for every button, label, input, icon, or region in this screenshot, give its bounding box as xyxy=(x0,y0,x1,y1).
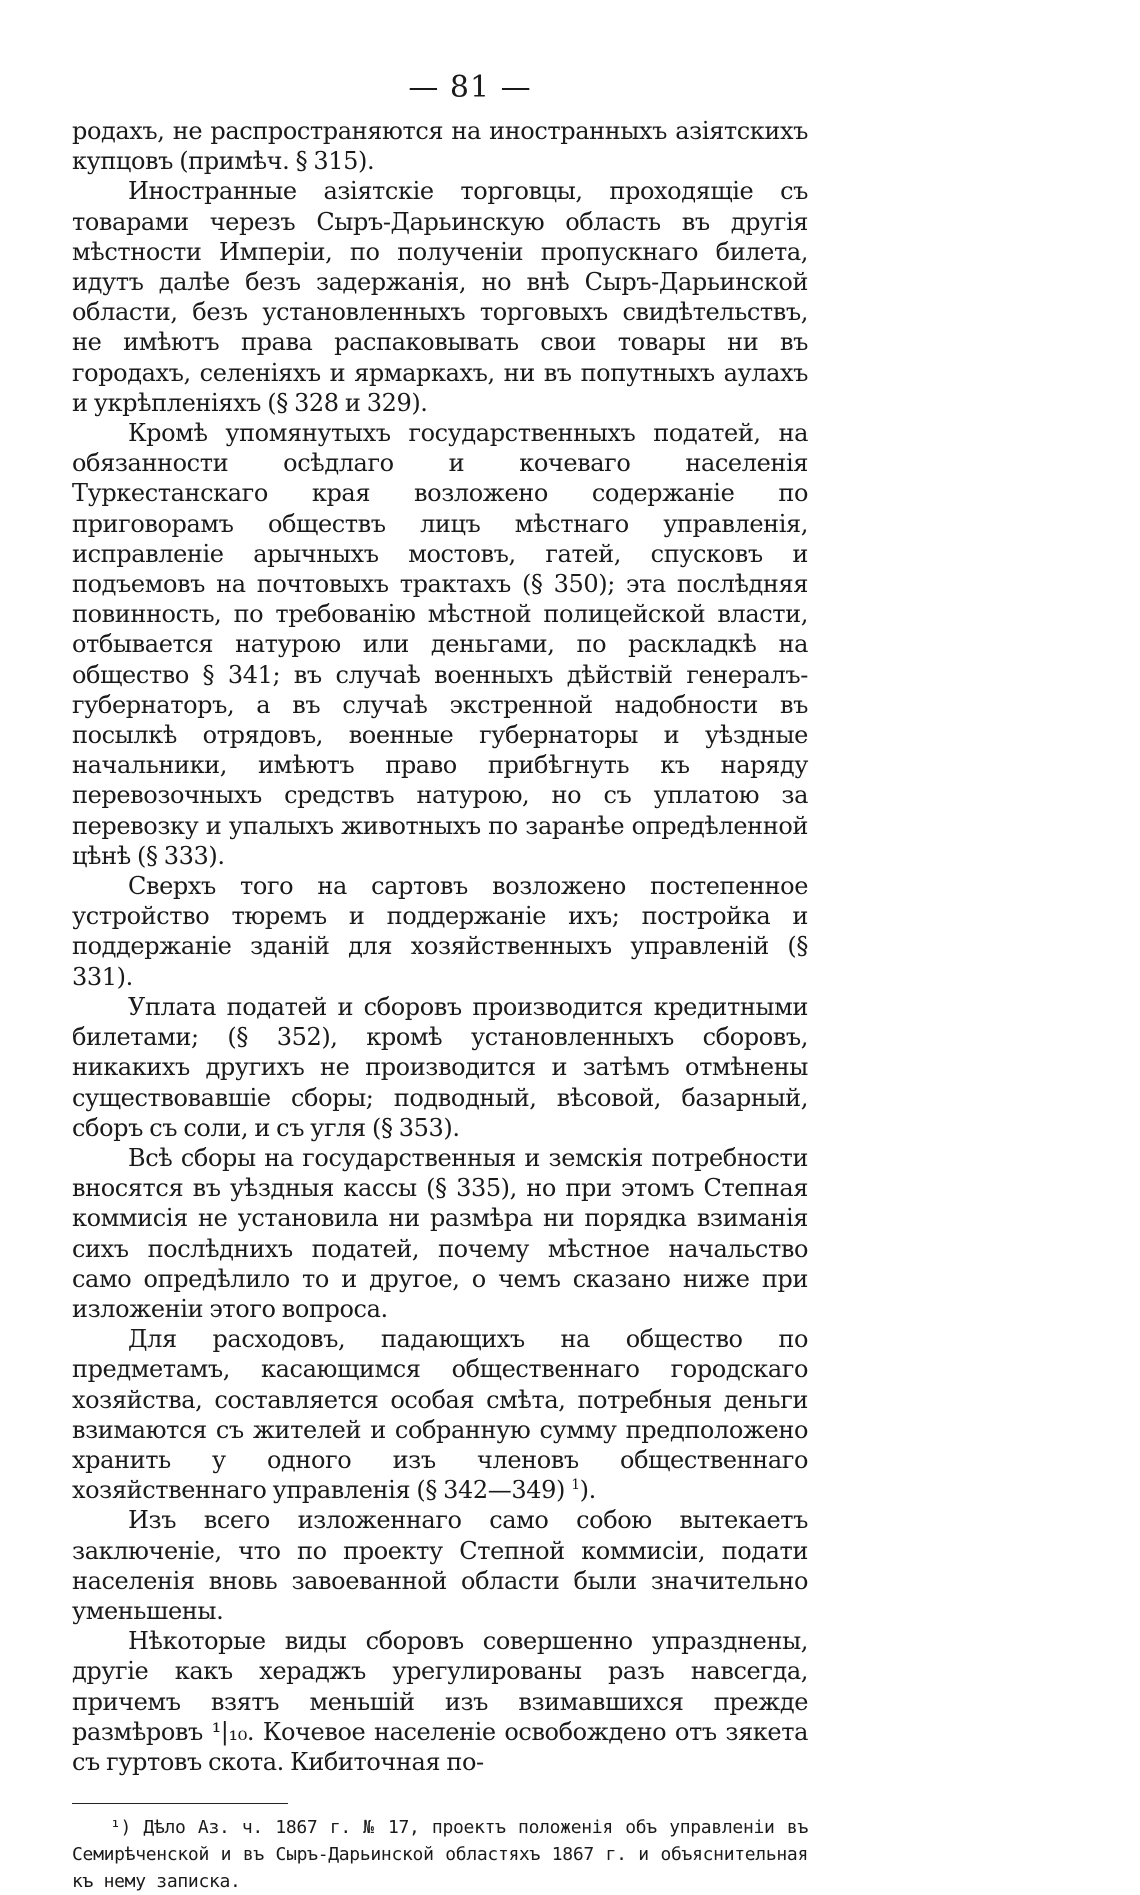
paragraph-6: Всѣ сборы на государственныя и земскія потребности вносятся въ уѣздныя кассы (§ 335), но при этомъ Степная коммисія не установила ни размѣра ни порядка взиманія сихъ послѣднихъ податей, почему мѣстное начальство само опредѣлило то и другое, о чемъ сказано ниже при изложеніи этого вопроса. xyxy=(72,1143,808,1323)
paragraph-1: родахъ, не распространяются на иностранныхъ азіятскихъ купцовъ (примѣч. § 315). xyxy=(72,117,808,176)
paragraph-4: Сверхъ того на сартовъ возложено постепенное устройство тюремъ и поддержаніе ихъ; постройка и поддержаніе зданій для хозяйственныхъ управленій (§ 331). xyxy=(72,872,808,991)
paragraph-3: Кромѣ упомянутыхъ государственныхъ податей, на обязанности осѣдлаго и кочеваго населенія Туркестанскаго края возложено содержаніе по приговорамъ обществъ лицъ мѣстнаго управленія, исправленіе арычныхъ мостовъ, гатей, спусковъ и подъемовъ на почтовыхъ трактахъ (§ 350); эта послѣдняя повинность, по требованію мѣстной полицейской власти, отбывается натурою или деньгами, по раскладкѣ на общество § 341; въ случаѣ военныхъ дѣйствій генералъ-губернаторъ, а въ случаѣ экстренной надобности въ посылкѣ отрядовъ, военные губернаторы и уѣздные начальники, имѣютъ право прибѣгнуть къ наряду перевозочныхъ средствъ натурою, но съ уплатою за перевозку и упалыхъ животныхъ по заранѣе опредѣленной цѣнѣ (§ 333). xyxy=(72,419,808,870)
paragraph-7-text: Для расходовъ, падающихъ на общество по предметамъ, касающимся общественнаго городскаго хозяйства, составляется особая смѣта, потребныя деньги взимаются съ жителей и собранную сумму предположено хранить у одного изъ членовъ общественнаго хозяйственнаго управленія (§ 342—349) xyxy=(72,1325,808,1505)
paragraph-2: Иностранные азіятскіе торговцы, проходящіе съ товарами черезъ Сыръ-Дарьинскую область въ другія мѣстности Имперіи, по полученіи пропускнаго билета, идутъ далѣе безъ задержанія, но внѣ Сыръ-Дарьинской области, безъ установленныхъ торговыхъ свидѣтельствъ, не имѣютъ права распаковывать свои товары ни въ городахъ, селеніяхъ и ярмаркахъ, ни въ попутныхъ аулахъ и укрѣпленіяхъ (§ 328 и 329). xyxy=(72,177,808,417)
paragraph-5: Уплата податей и сборовъ производится кредитными билетами; (§ 352), кромѣ установленныхъ сборовъ, никакихъ другихъ не производится и затѣмъ отмѣнены существовавшіе сборы; подводный, вѣсовой, базарный, сборъ съ соли, и съ угля (§ 353). xyxy=(72,992,808,1142)
footnote-divider xyxy=(72,1803,288,1804)
page-number: — 81 — xyxy=(408,70,532,105)
paragraph-8: Изъ всего изложеннаго само собою вытекаетъ заключеніе, что по проекту Степной коммисіи, подати населенія вновь завоеванной области были значительно уменьшены. xyxy=(72,1506,808,1625)
paragraph-9: Нѣкоторые виды сборовъ совершенно упразднены, другіе какъ хераджъ урегулированы разъ навсегда, причемъ взятъ меньшій изъ взимавшихся прежде размѣровъ ¹|₁₀. Кочевое населеніе освобождено отъ зякета съ гуртовъ скота. Кибиточная по- xyxy=(72,1627,808,1776)
paragraph-7-tail: ). xyxy=(579,1476,596,1505)
paragraph-7 xyxy=(72,1324,808,1505)
document-page xyxy=(72,68,808,1895)
footnote: ¹) Дѣло Аз. ч. 1867 г. № 17, проектъ положенія объ управленіи въ Семирѣченской и въ Сыръ-Дарьинской областяхъ 1867 г. и объяснительная къ нему записка. xyxy=(72,1817,808,1893)
footnote-reference[interactable]: 1 xyxy=(571,1477,580,1494)
